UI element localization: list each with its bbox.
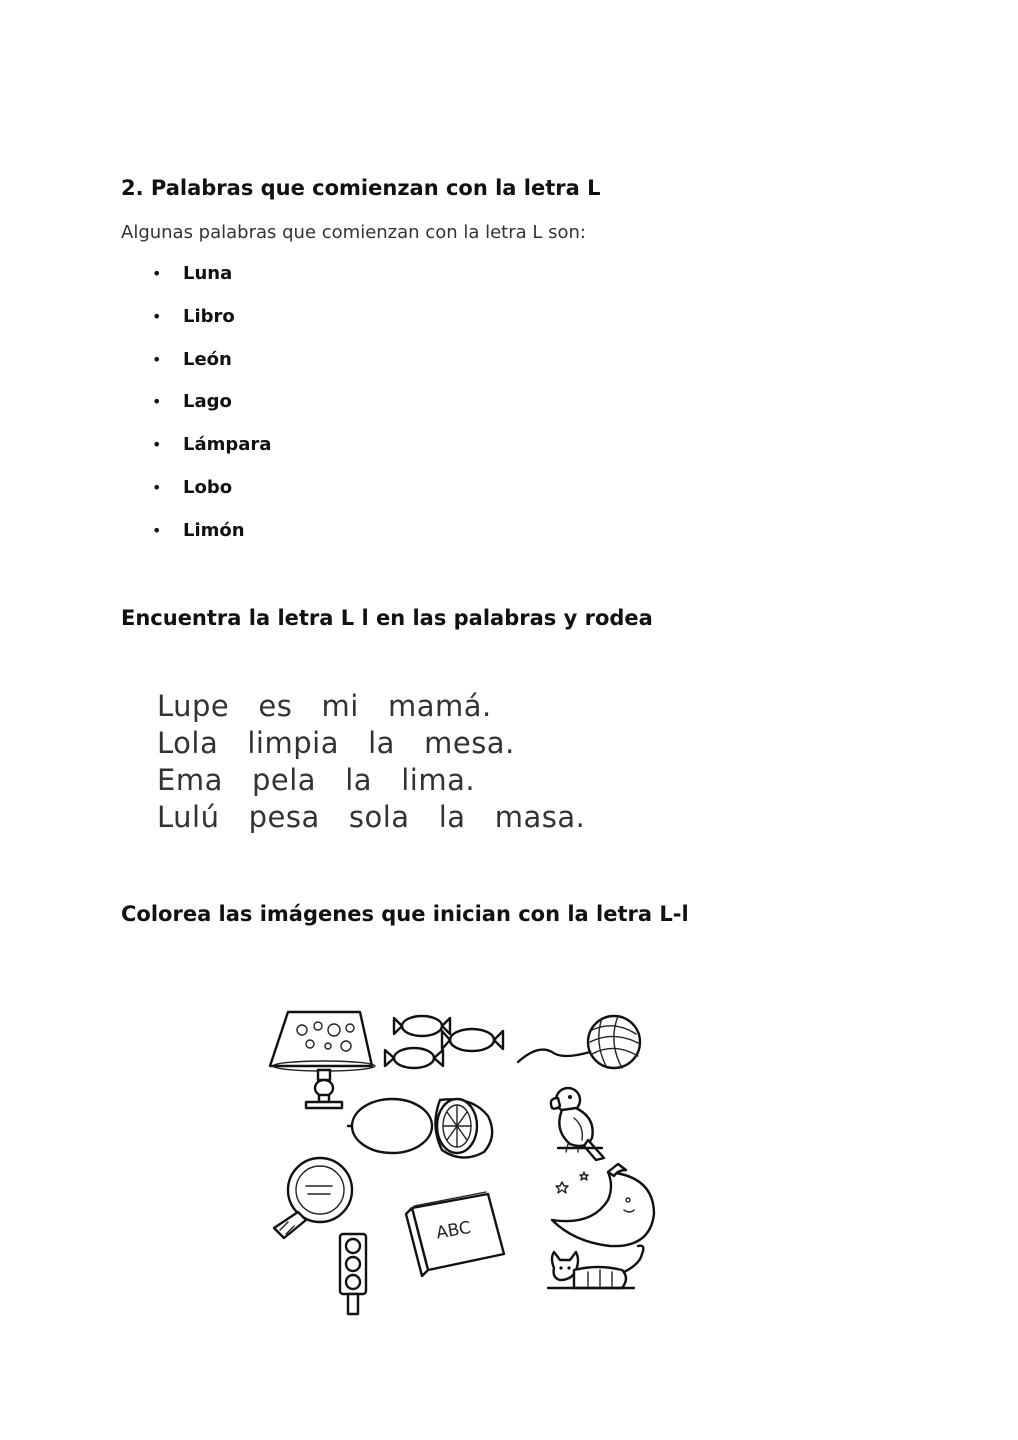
list-item [152,349,271,392]
bullet: • [152,520,162,540]
word-label: Lobo [183,476,233,498]
list-item [152,477,271,520]
sentence-line: Lola limpia la mesa. [157,726,515,760]
bullet: • [152,349,162,369]
intro-text: Algunas palabras que comienzan con la letra L son: [121,222,586,243]
yarn-ball-icon [518,1016,640,1068]
sentence-line: Lulú pesa sola la masa. [157,800,586,834]
sentence-line: Lupe es mi mamá. [157,689,492,723]
word-list [152,263,271,563]
bullet: • [152,306,162,326]
lamp-icon [270,1012,375,1108]
bullet: • [152,477,162,497]
book-cover-text: ABC [434,1217,473,1244]
bullet: • [152,435,162,455]
list-item [152,391,271,434]
bullet: • [152,264,162,283]
list-item [152,520,271,563]
magnifier-icon [274,1158,352,1238]
coloring-pictures [262,1000,662,1320]
word-label: Lago [183,391,232,413]
lemon-icon [348,1099,492,1158]
bullet: • [152,392,162,412]
list-item [152,434,271,477]
moon-icon [552,1164,654,1246]
cat-icon [548,1246,643,1288]
sentence-line: Ema pela la lima. [157,763,476,797]
word-label: Libro [183,305,235,327]
list-item [152,263,271,306]
activity-find-title: Encuentra la letra L l en las palabras y rodea [121,606,653,630]
activity-color-title: Colorea las imágenes que inician con la letra L-l [121,902,689,926]
word-label: León [183,348,232,370]
word-label: Lámpara [183,434,272,456]
traffic-light-icon [340,1234,366,1314]
word-label: Limón [183,519,245,541]
candies-icon [385,1016,503,1068]
word-label: Luna [183,263,233,284]
parrot-icon [551,1088,604,1160]
book-icon [406,1192,504,1276]
sentence-block [157,688,585,836]
section-title: 2. Palabras que comienzan con la letra L [121,176,601,200]
list-item [152,306,271,349]
